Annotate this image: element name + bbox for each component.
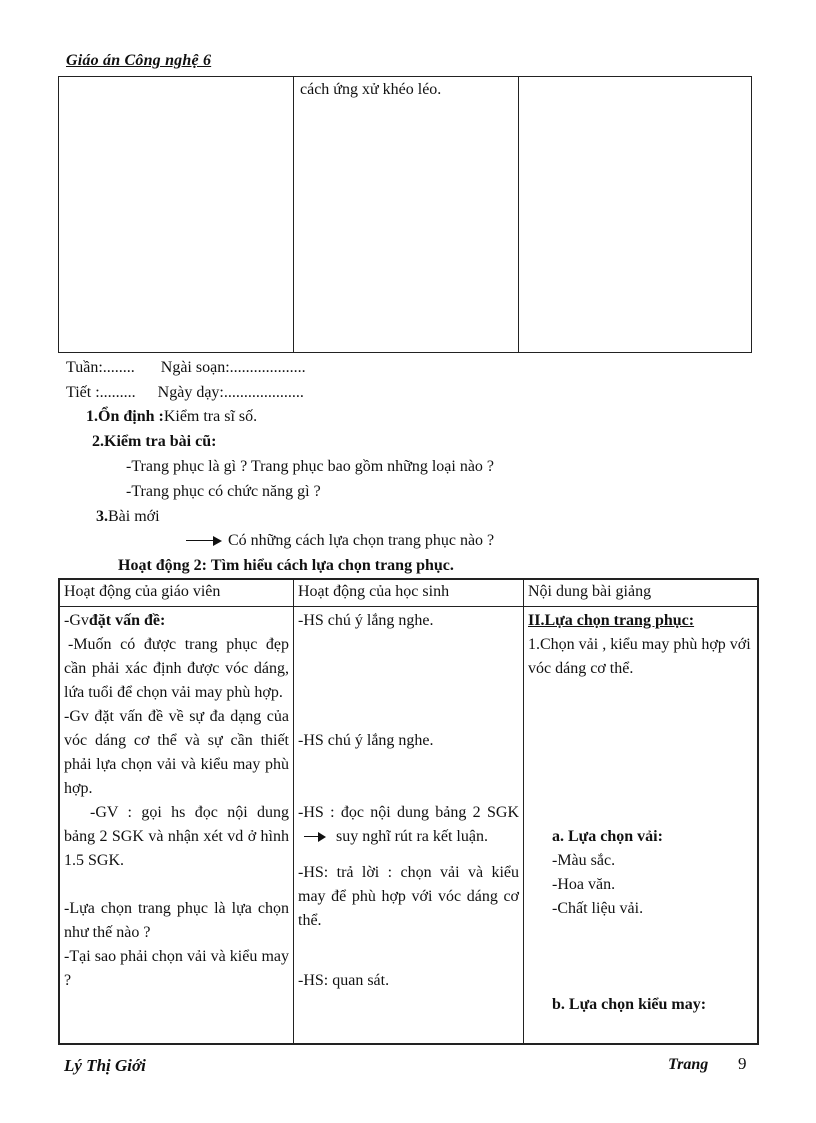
teacher-para-3: -GV : gọi hs đọc nội dung bảng 2 SGK và nhận xét vd ở hình 1.5 SGK.: [64, 804, 289, 869]
lesson-table: [58, 578, 759, 1045]
question-1: -Trang phục là gì ? Trang phục bao gồm những loại nào ?: [126, 458, 495, 475]
section-1-text: Kiểm tra sĩ số.: [163, 408, 258, 425]
content-a-label: a. Lựa chọn vải:: [552, 828, 663, 845]
teacher-para-5: -Tại sao phải chọn vải và kiểu may ?: [64, 948, 289, 989]
teacher-line-1-bold: đặt vấn đề:: [88, 612, 166, 629]
student-para-2: -HS chú ý lắng nghe.: [298, 732, 434, 749]
content-a-1: -Màu sắc.: [552, 852, 616, 869]
section-1: [86, 406, 257, 428]
continuation-cell-content: [519, 77, 751, 352]
student-para-3-b: suy nghĩ rút ra kết luận.: [336, 828, 488, 845]
section-1-heading: 1.Ổn định :: [86, 408, 164, 425]
activity-title: [118, 555, 454, 577]
lesson-content-cell: [524, 607, 758, 1044]
student-para-5: -HS: quan sát.: [298, 972, 390, 989]
prepare-date-label: Ngài soạn:...................: [160, 359, 306, 376]
student-para-3: [298, 801, 519, 849]
content-para-1: 1.Chọn vải , kiểu may phù hợp với vóc dáng cơ thể.: [528, 636, 751, 677]
student-activity-cell: [294, 607, 524, 1044]
footer-page-number: 9: [738, 1054, 747, 1073]
footer-page-label: Trang: [668, 1056, 709, 1073]
week-label: Tuần:........: [66, 359, 135, 376]
content-title: II.Lựa chọn trang phục:: [528, 612, 695, 629]
arrow-right-icon: [186, 536, 222, 546]
lesson-line: [66, 382, 304, 404]
continuation-cell-student: cách ứng xử khéo léo.: [294, 77, 519, 352]
section-3-text: Bài mới: [108, 508, 160, 525]
header-content: Nội dung bài giảng: [524, 580, 758, 607]
week-line: [66, 357, 306, 379]
footer-author: Lý Thị Giới: [64, 1056, 146, 1075]
document-header: Giáo án Công nghệ 6: [66, 52, 212, 69]
section-3: [96, 506, 160, 528]
lesson-label: Tiết :.........: [66, 384, 136, 401]
student-para-3-a: -HS : đọc nội dung bảng 2 SGK: [298, 804, 519, 821]
teacher-para-1: -Muốn có được trang phục đẹp cần phải xác định được vóc dáng, lứa tuổi để chọn vải may phù hợp.: [64, 636, 289, 701]
content-a-3: -Chất liệu vải.: [552, 900, 644, 917]
content-b-label: b. Lựa chọn kiểu may:: [552, 996, 707, 1013]
question-2: -Trang phục có chức năng gì ?: [126, 483, 321, 500]
activity-label: Hoạt động 2:: [118, 557, 207, 574]
student-para-1: -HS chú ý lắng nghe.: [298, 612, 434, 629]
arrow-question-text: Có những cách lựa chọn trang phục nào ?: [228, 532, 495, 549]
header-teacher: Hoạt động của giáo viên: [60, 580, 294, 607]
arrow-question: [186, 530, 494, 552]
header-student: Hoạt động của học sinh: [294, 580, 524, 607]
continuation-table: [58, 76, 752, 353]
section-3-number: 3.: [96, 508, 108, 525]
teacher-line-1-prefix: -Gv: [64, 612, 89, 629]
section-2-heading: 2.Kiểm tra bài cũ:: [92, 433, 217, 450]
student-para-4: -HS: trả lời : chọn vải và kiểu may để phù hợp với vóc dáng cơ thể.: [298, 864, 519, 929]
teacher-para-2: -Gv đặt vấn đề về sự đa dạng của vóc dáng cơ thể và sự cần thiết phải lựa chọn vải và kiểu may phù hợp.: [64, 708, 289, 797]
content-a-2: -Hoa văn.: [552, 876, 616, 893]
arrow-right-icon: [304, 832, 326, 842]
teach-date-label: Ngày dạy:....................: [157, 384, 304, 401]
teacher-activity-cell: [60, 607, 294, 1044]
continuation-cell-teacher: [59, 77, 294, 352]
teacher-line-1: [64, 609, 289, 633]
teacher-para-4: -Lựa chọn trang phục là lựa chọn như thế nào ?: [64, 900, 289, 941]
activity-text: Tìm hiểu cách lựa chọn trang phục.: [210, 557, 454, 574]
